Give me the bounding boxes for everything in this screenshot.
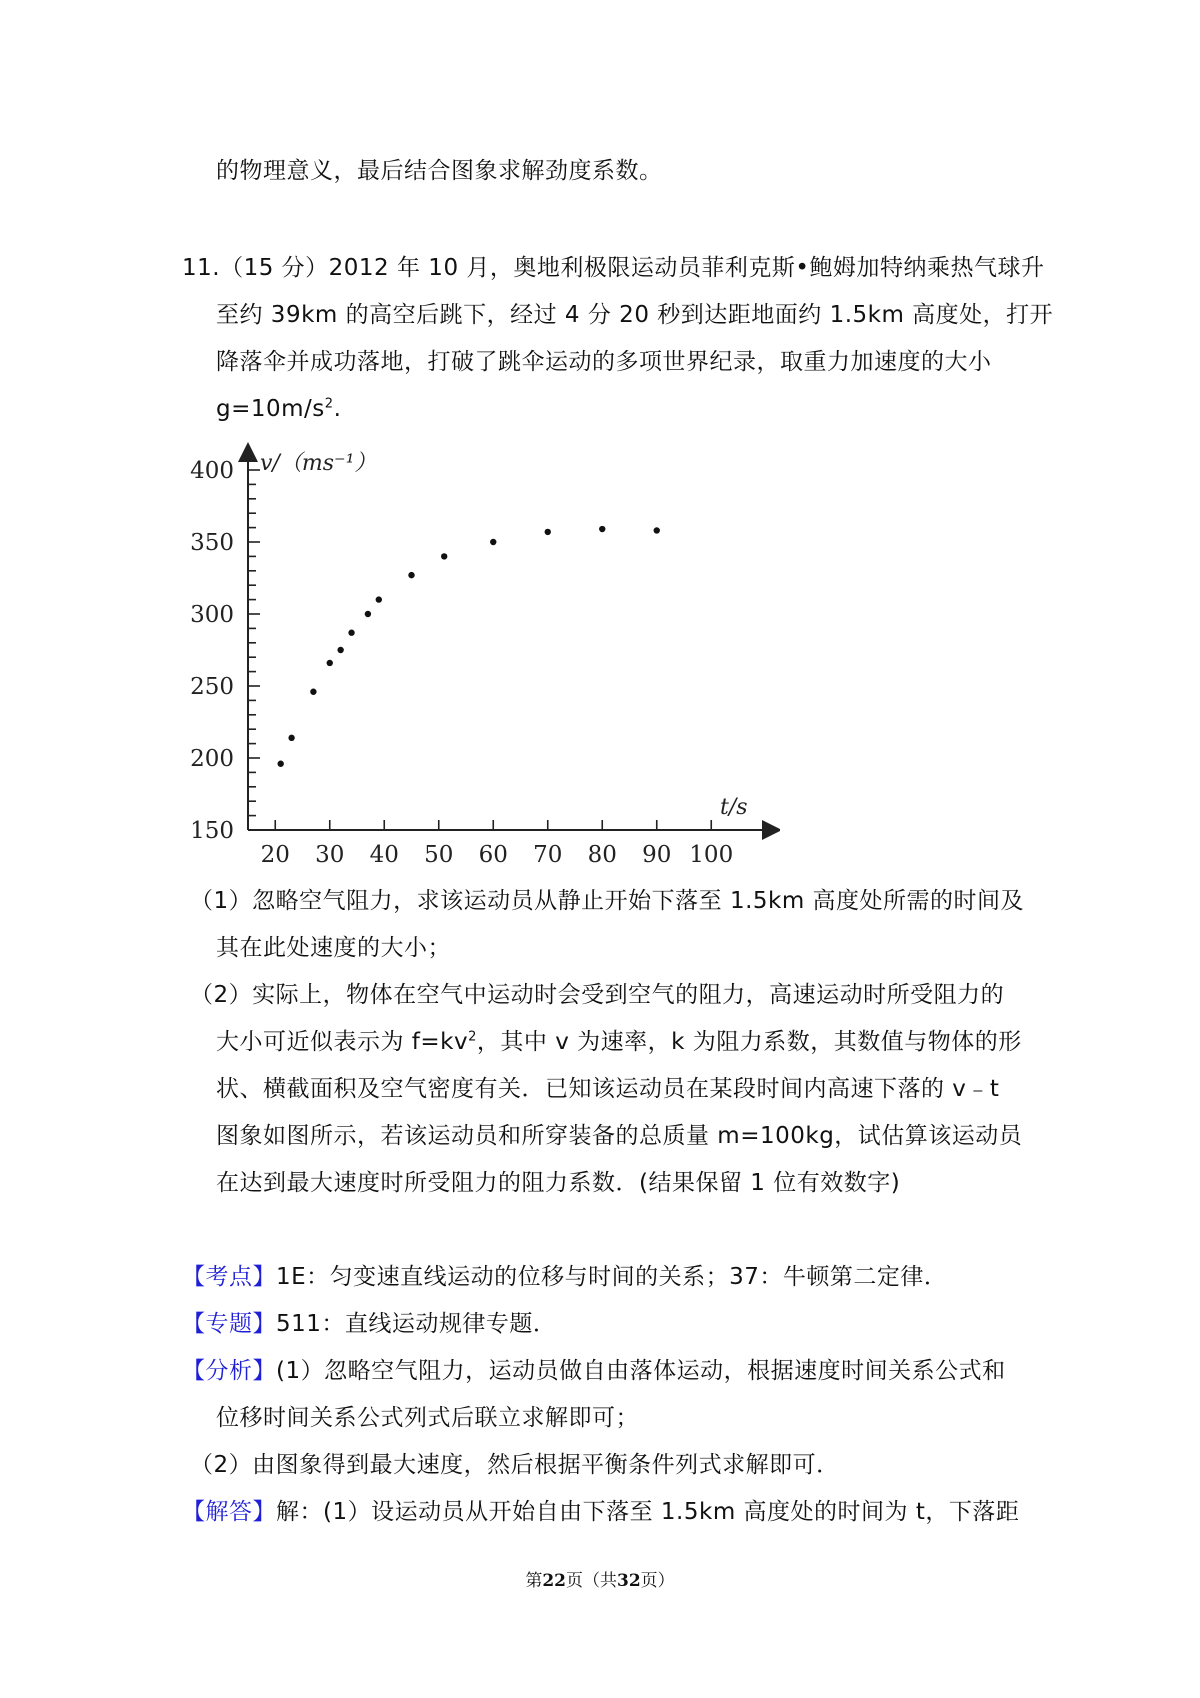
y-tick-label: 250 (190, 674, 234, 700)
question-line-4: $g=10m/s^2$. (216, 396, 342, 422)
part-2-line-5: 在达到最大速度时所受阻力的阻力系数．(结果保留 1 位有效数字) (216, 1170, 901, 1196)
previous-text: 的物理意义，最后结合图象求解劲度系数。 (216, 158, 663, 184)
data-point (310, 689, 316, 695)
x-tick-label: 50 (424, 842, 454, 868)
x-tick-label: 40 (369, 842, 399, 868)
fenxi-line-3: （2）由图象得到最大速度，然后根据平衡条件列式求解即可． (190, 1452, 840, 1478)
chart-axes (248, 452, 772, 830)
y-tick-label: 300 (190, 602, 234, 628)
x-tick-label: 60 (478, 842, 508, 868)
data-point (408, 572, 414, 578)
part-1-line-1: （1）忽略空气阻力，求该运动员从静止开始下落至 1.5km 高度处所需的时间及 (190, 888, 1025, 914)
data-point (376, 596, 382, 602)
total-pages: 32 (617, 1571, 641, 1591)
data-point (327, 660, 333, 666)
x-tick-label: 100 (689, 842, 734, 868)
kaodian-tag: 【考点】 (182, 1264, 276, 1290)
y-tick-label: 400 (190, 458, 234, 484)
page-footer: 第22页（共32页） (525, 1571, 675, 1591)
zhuanti-tag: 【专题】 (182, 1311, 276, 1337)
data-point (654, 527, 660, 533)
part-2-line-4: 图象如图所示，若该运动员和所穿装备的总质量 m=100kg，试估算该运动员 (216, 1123, 1023, 1149)
x-axis-label: t/s (720, 795, 748, 820)
question-line-1: （15 分）2012 年 10 月，奥地利极限运动员菲利克斯•鲍姆加特纳乘热气球升 (220, 255, 1045, 281)
data-points (278, 526, 660, 767)
data-point (288, 735, 294, 741)
part-2-line-2: 大小可近似表示为 $f=kv^2$，其中 v 为速率，k 为阻力系数，其数值与物体的形 (216, 1029, 1022, 1055)
y-axis-label: v/（ms⁻¹） (260, 451, 377, 476)
fenxi-tag: 【分析】 (182, 1358, 276, 1384)
question-line-3: 降落伞并成功落地，打破了跳伞运动的多项世界纪录，取重力加速度的大小 (216, 349, 992, 375)
question-line-2: 至约 39km 的高空后跳下，经过 4 分 20 秒到达距地面约 1.5km 高度处，打开 (216, 302, 1054, 328)
data-point (545, 529, 551, 535)
y-tick-label: 350 (190, 530, 234, 556)
data-point (441, 553, 447, 559)
x-axis-ticks (261, 820, 734, 868)
jieda-row: 【解答】解：(1）设运动员从开始自由下落至 1.5km 高度处的时间为 t，下落距 (182, 1499, 1020, 1525)
part-1-line-2: 其在此处速度的大小； (216, 935, 451, 961)
jieda-tag: 【解答】 (182, 1499, 276, 1525)
y-tick-label: 200 (190, 746, 234, 772)
x-tick-label: 20 (260, 842, 290, 868)
question-number: 11. (182, 255, 221, 281)
kaodian-row: 【考点】1E：匀变速直线运动的位移与时间的关系；37：牛顿第二定律． (182, 1264, 948, 1290)
data-point (490, 539, 496, 545)
fenxi-row: 【分析】(1）忽略空气阻力，运动员做自由落体运动，根据速度时间关系公式和 (182, 1358, 1006, 1384)
part-2-line-3: 状、横截面积及空气密度有关．已知该运动员在某段时间内高速下落的 v﹣t (216, 1076, 1000, 1102)
fenxi-line-2: 位移时间关系公式列式后联立求解即可； (216, 1405, 639, 1431)
x-tick-label: 90 (642, 842, 672, 868)
data-point (278, 761, 284, 767)
data-point (599, 526, 605, 532)
x-tick-label: 30 (315, 842, 345, 868)
v-t-scatter-chart (160, 440, 780, 880)
data-point (365, 611, 371, 617)
current-page: 22 (542, 1571, 566, 1591)
data-point (337, 647, 343, 653)
part-2-line-1: （2）实际上，物体在空气中运动时会受到空气的阻力，高速运动时所受阻力的 (190, 982, 1005, 1008)
x-tick-label: 80 (587, 842, 617, 868)
zhuanti-row: 【专题】511：直线运动规律专题． (182, 1311, 557, 1337)
x-tick-label: 70 (533, 842, 563, 868)
y-tick-label: 150 (190, 818, 234, 844)
data-point (348, 630, 354, 636)
y-axis-ticks (190, 458, 260, 844)
